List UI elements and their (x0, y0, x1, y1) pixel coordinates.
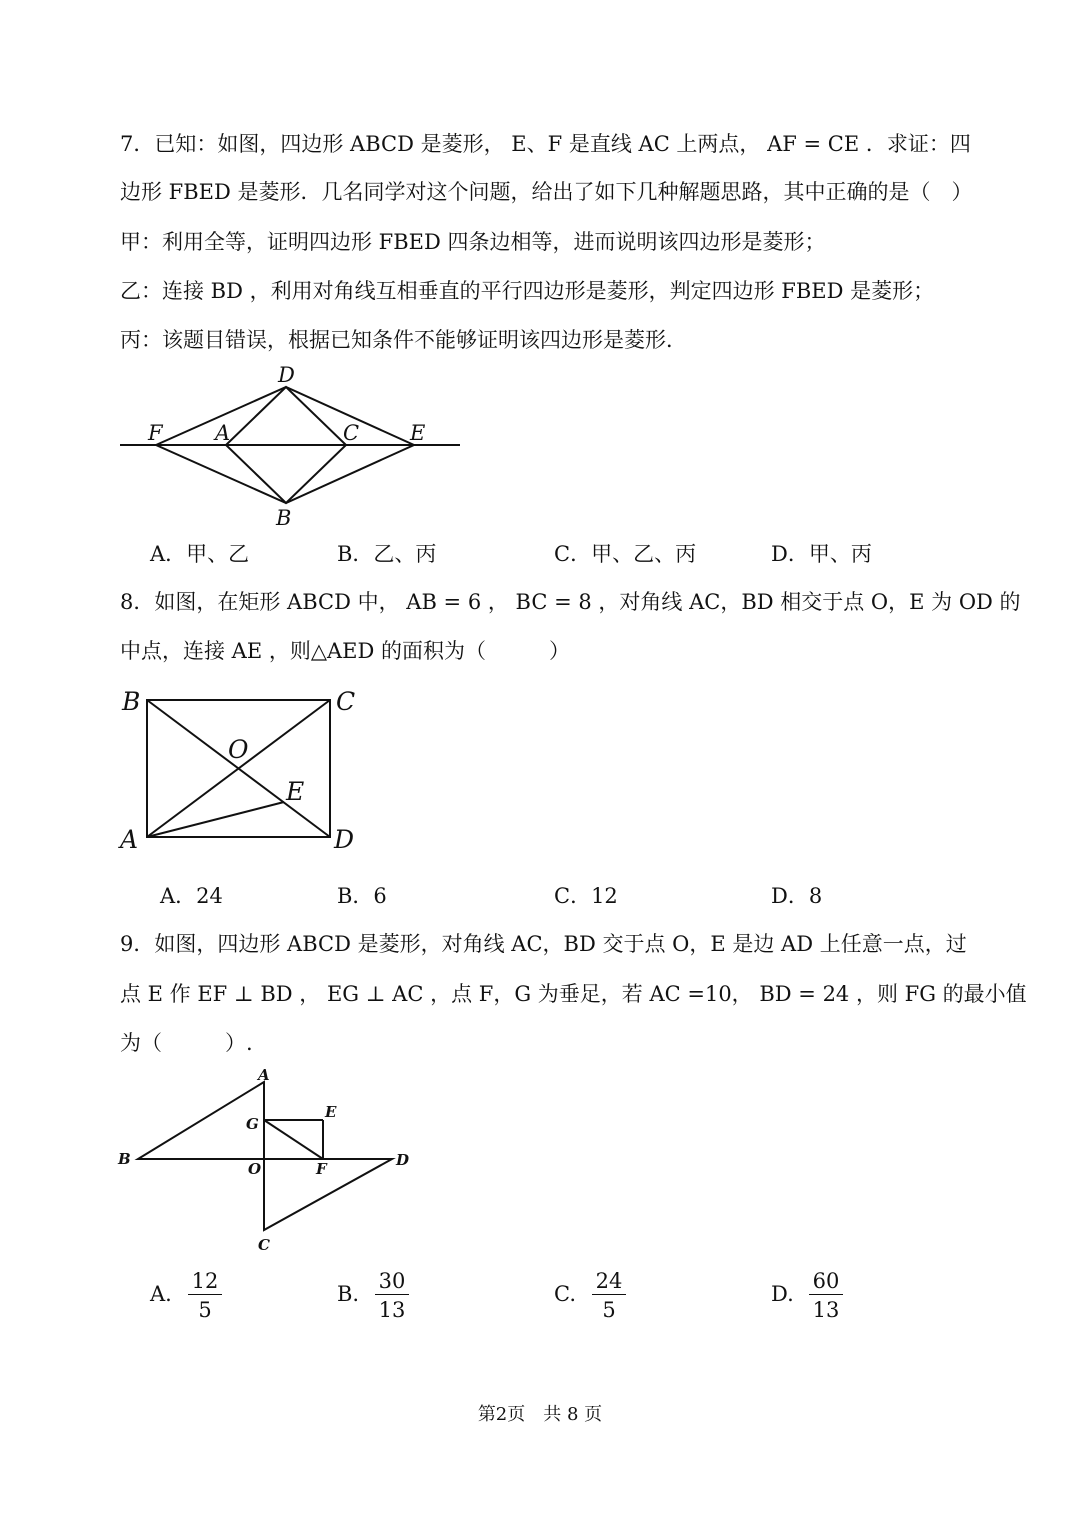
q8-line-2: 中点，连接 AE ，则△AED 的面积为（ ） (120, 639, 571, 663)
q7-option-a[interactable]: A．甲、乙 (150, 542, 250, 566)
segment-ae (147, 802, 284, 837)
q9-option-c-fraction (592, 1268, 626, 1323)
page-footer: 第2页 共 8 页 (477, 1404, 603, 1425)
q9-options (0, 1268, 1080, 1328)
q7-rhombus-figure (110, 360, 470, 532)
q8-option-c[interactable]: C．12 (554, 884, 618, 908)
label-d: D (278, 363, 295, 387)
label-g: G (246, 1115, 259, 1133)
label-d: D (334, 825, 355, 854)
label-a: A (258, 1066, 270, 1084)
label-b: B (276, 506, 292, 530)
q7-option-c[interactable]: C．甲、乙、丙 (554, 542, 697, 566)
q9-option-c-letter: C. (554, 1282, 576, 1306)
q7-line-5: 丙：该题目错误，根据已知条件不能够证明该四边形是菱形． (120, 328, 687, 352)
label-f: F (316, 1160, 327, 1178)
q7-line-4: 乙：连接 BD ，利用对角线互相垂直的平行四边形是菱形，判定四边形 FBED 是菱形； (120, 279, 935, 303)
q9-line-1: 9．如图，四边形 ABCD 是菱形，对角线 AC，BD 交于点 O，E 是边 AD 上任意一点，过 (120, 932, 967, 956)
q9-option-c-numerator: 24 (592, 1268, 626, 1295)
q9-option-b-denominator: 13 (378, 1298, 406, 1322)
q7-option-d[interactable]: D．甲、丙 (771, 542, 872, 566)
q8-option-a[interactable]: A．24 (160, 884, 223, 908)
q8-rectangle-figure (110, 680, 370, 860)
label-o: O (228, 735, 249, 764)
label-d: D (396, 1151, 410, 1169)
label-a: A (120, 825, 139, 854)
q9-option-c-denominator: 5 (602, 1298, 616, 1322)
label-a: A (215, 421, 231, 445)
label-f: F (148, 421, 163, 445)
q9-option-d-fraction (809, 1268, 843, 1323)
q8-option-d[interactable]: D．8 (771, 884, 823, 908)
q9-option-a-numerator: 12 (188, 1268, 222, 1295)
label-o: O (248, 1160, 262, 1178)
q9-option-b-letter: B. (337, 1282, 360, 1306)
segment-gf (264, 1120, 323, 1159)
q9-option-d-letter: D. (771, 1282, 794, 1306)
q9-option-a-letter: A. (150, 1282, 172, 1306)
q7-line-2: 边形 FBED 是菱形．几名同学对这个问题，给出了如下几种解题思路，其中正确的是（ ） (120, 180, 973, 204)
q9-option-a-denominator: 5 (198, 1298, 212, 1322)
q9-line-3: 为（ ）. (120, 1031, 253, 1055)
label-c: C (258, 1236, 270, 1254)
q8-option-b[interactable]: B．6 (337, 884, 387, 908)
label-c: C (336, 687, 356, 716)
q8-options (0, 882, 1080, 922)
label-e: E (410, 421, 426, 445)
q7-line-1: 7．已知：如图，四边形 ABCD 是菱形， E、F 是直线 AC 上两点， AF = CE ．求证：四 (120, 132, 971, 156)
q9-option-d-numerator: 60 (809, 1268, 843, 1295)
q9-option-b-fraction (375, 1268, 409, 1323)
q7-options (0, 540, 1080, 580)
q9-option-b-numerator: 30 (375, 1268, 409, 1295)
label-b: B (118, 1150, 131, 1168)
q9-line-2: 点 E 作 EF ⊥ BD ， EG ⊥ AC ，点 F，G 为垂足，若 AC =10， BD = 24 ，则 FG 的最小值 (120, 982, 1027, 1006)
q9-rhombus-figure (110, 1066, 430, 1256)
q9-option-d-denominator: 13 (812, 1298, 840, 1322)
label-b: B (122, 687, 141, 716)
q7-option-b[interactable]: B．乙、丙 (337, 542, 437, 566)
q7-line-3: 甲：利用全等，证明四边形 FBED 四条边相等，进而说明该四边形是菱形； (120, 230, 826, 254)
q9-option-a-fraction (188, 1268, 222, 1323)
label-c: C (343, 421, 360, 445)
label-e: E (286, 777, 305, 806)
label-e: E (325, 1103, 337, 1121)
q8-line-1: 8．如图，在矩形 ABCD 中， AB = 6 ， BC = 8 ，对角线 AC，BD 相交于点 O，E 为 OD 的 (120, 590, 1021, 614)
